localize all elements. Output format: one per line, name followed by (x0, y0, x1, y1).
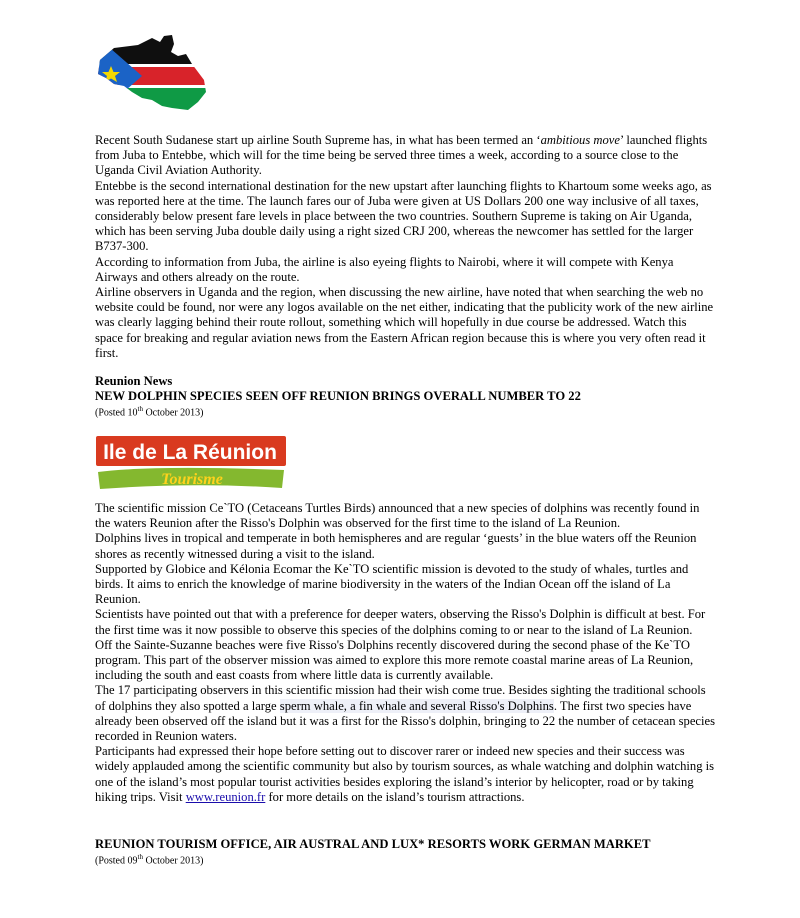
posted-date: (Posted 10th October 2013) (95, 405, 204, 419)
reunion-website-link[interactable]: www.reunion.fr (185, 789, 266, 804)
paragraph: Airline observers in Uganda and the region, when discussing the new airline, have noted that when searching the web no website could be found, nor were any logos available on the net either, indicating that the publicity work of the new airline was clearly lagging behind their route rollout, something which will hopefully in due course be addressed. Watch this space for breaking and regular aviation news from the Eastern African region because this is where you very often read it first. (95, 285, 714, 360)
article-reunion-dolphins (95, 501, 715, 805)
reunion-tourism-logo (94, 432, 290, 492)
logo-title: Ile de La Réunion (103, 441, 277, 464)
text: The 17 participating observers in this scientific mission had their wish come true. Besides sighting the traditional schools of dolphins they also spotted a large (95, 683, 706, 713)
text: . The first two species have already been observed off the island but it was a first for the Risso's dolphin, bringing to 22 the number of cetacean species recorded in Reunion waters. (95, 698, 716, 744)
paragraph: Off the Sainte-Suzanne beaches were five Risso's Dolphins recently discovered during the second phase of the Ke`TO program. This part of the observer mission was aimed to explore this more remote coastal marine areas of La Reunion, including the south and east coasts from where little data is currently available. (95, 637, 694, 683)
text: Recent South Sudanese start up airline South Supreme has, in what has been termed an ‘ (95, 133, 541, 147)
south-sudan-flag-map-image (94, 34, 208, 112)
italic-text: ambitious move (540, 133, 620, 147)
paragraph: Scientists have pointed out that with a preference for deeper waters, observing the Risso's Dolphin is difficult at best. For the first time was it now possible to observe this species of the dolphins coming to or near to the island of La Reunion. (95, 607, 706, 637)
headline: REUNION TOURISM OFFICE, AIR AUSTRAL AND LUX* RESORTS WORK GERMAN MARKET (95, 837, 651, 851)
paragraph: The scientific mission Ce`TO (Cetaceans Turtles Birds) announced that a new species of dolphins was recently found in the waters Reunion after the Risso's Dolphin was observed for the first time to the island of La Reunion. (95, 501, 700, 531)
highlighted-text: sperm whale, a fin whale and several Risso's Dolphins (279, 698, 554, 713)
text: ’ launched flights from Juba to Entebbe, which will for the time being be served three times a week, according to a source close to the Uganda Civil Aviation Authority. (95, 133, 708, 178)
text: Participants had expressed their hope before setting out to discover rarer or indeed new species and their success was widely applauded among the scientific community but also by tourism sources, as whale watching and dolphin watching is one of the island’s most popular tourist activities besides exploring the island’s interior by helicopter, road or by taking hiking trips. Visit (95, 744, 715, 804)
headline: NEW DOLPHIN SPECIES SEEN OFF REUNION BRINGS OVERALL NUMBER TO 22 (95, 389, 581, 403)
paragraph (95, 683, 715, 744)
article-south-sudan (95, 133, 715, 361)
section-label: Reunion News (95, 374, 173, 388)
paragraph (95, 744, 715, 805)
posted-date: (Posted 09th October 2013) (95, 853, 204, 867)
text: for more details on the island’s tourism attractions. (265, 789, 525, 804)
paragraph: Supported by Globice and Kélonia Ecomar the Ke`TO scientific mission is devoted to the study of whales, turtles and birds. It aims to enrich the knowledge of marine biodiversity in the waters of the Indian Ocean off the island of La Reunion. (95, 561, 689, 607)
logo-subtitle: Tourisme (161, 471, 223, 488)
paragraph: Entebbe is the second international destination for the new upstart after launching flights to Khartoum some weeks ago, as was reported here at the time. The launch fares our of Juba were given at US Dollars 200 one way inclusive of all taxes, considerably below present fare levels in place between the two countries. Southern Supreme is taking on Air Uganda, which has been serving Juba double daily using a right sized CRJ 200, whereas the newcomer has settled for the larger B737-300. (95, 178, 712, 254)
paragraph: Dolphins lives in tropical and temperate in both hemispheres and are regular ‘guests’ in the blue waters off the Reunion shores as recently witnessed during a visit to the island. (95, 531, 697, 561)
paragraph: According to information from Juba, the airline is also eyeing flights to Nairobi, where it will compete with Kenya Airways and others already on the route. (95, 254, 674, 284)
paragraph (95, 133, 715, 179)
